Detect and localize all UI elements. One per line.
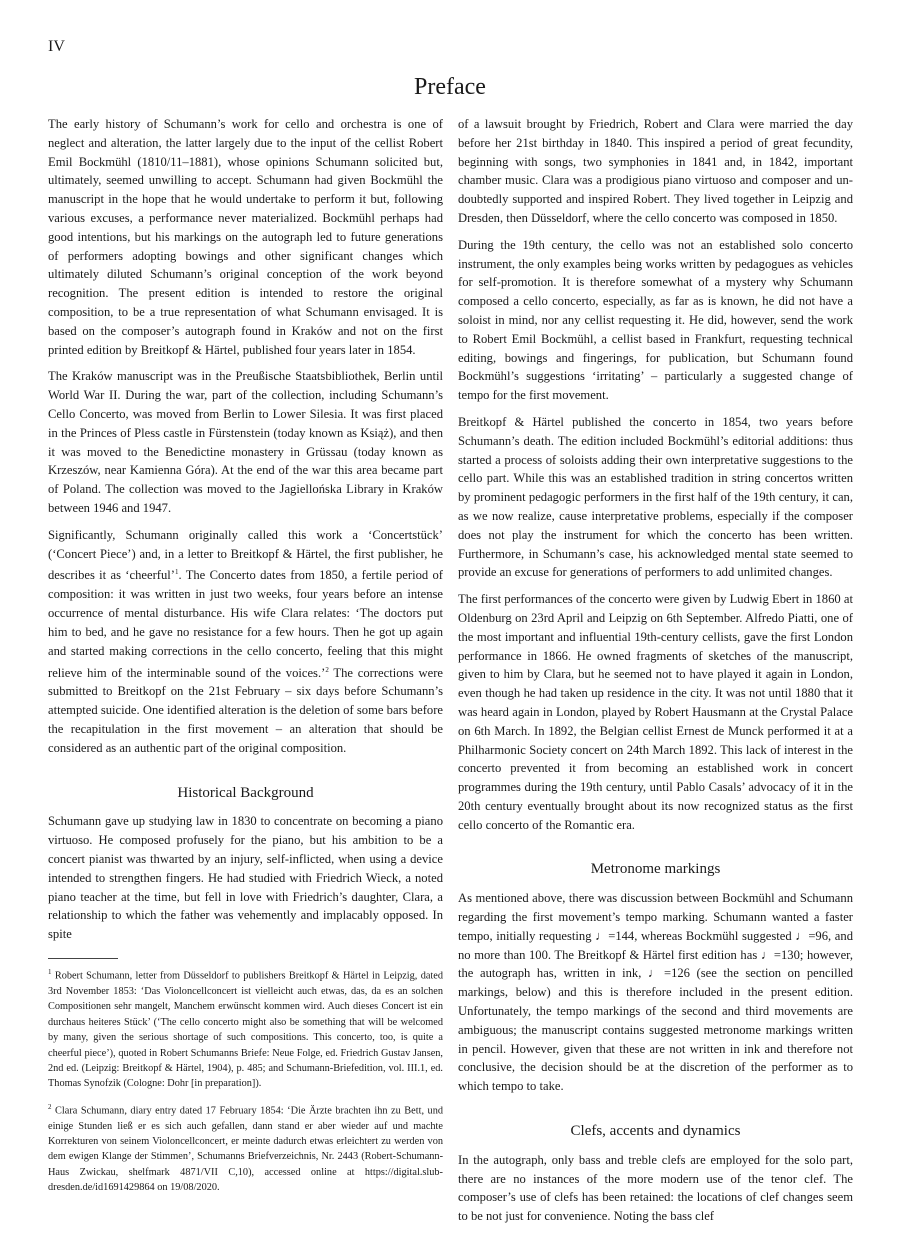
section-heading: Historical Background bbox=[177, 784, 314, 801]
footnote bbox=[48, 965, 443, 1092]
paragraph: Schumann gave up studying law in 1830 to concentrate on becoming a piano virtuoso. He composed profusely for the piano, but his ambition to be a concert pianist was thwarted by an injury, self-inflicted, when using a device intended to strengthen fingers. He had studied with Friedrich Wieck, a noted piano teacher at the time, but fell in love with Friedrich’s daughter, Clara, a relationship to which the father was vehemently and implacably opposed. In spite bbox=[48, 814, 443, 942]
right-column bbox=[458, 115, 853, 1234]
footnote bbox=[48, 1100, 443, 1196]
footnote-ref: 2 bbox=[325, 665, 329, 674]
section-heading: Metronome markings bbox=[590, 861, 721, 878]
paragraph: The early history of Schumann’s work for cello and orchestra is one of neglect and alteration, the latter largely due to the input of the cellist Robert Emil Bockmühl (1810/11–1881), whose opinions Schumann solicited but, ultimately, seemed unwilling to accept. Schumann had given Bockmühl the manuscript in the hope that he would undertake to perform it but, following various excuses, a performance never materialized. Bockmühl perhaps had good intentions, but his markings on the autograph led to future generations of performers adopting bowings and other significant changes which ultimately diluted Schumann’s original conception of the work beyond recognition. The present edition is intended to restore the original composition, to be a true representation of what Schumann envisaged. It is based on the composer’s autograph found in Kraków and not on the first printed edition by Breitkopf & Härtel, published four years later in 1854. bbox=[48, 117, 443, 357]
footnote-mark: 1 bbox=[48, 968, 52, 977]
footnote-mark: 2 bbox=[48, 1102, 52, 1111]
paragraph: The first performances of the concerto were given by Ludwig Ebert in 1860 at Oldenburg on 23rd April and Leipzig on 6th September. Alfredo Piatti, one of the most important and influential 19th-century cellists, gave the first London performance in 1866. He owned fragments of sketches of the manuscript, given to him by Clara, but he seemed not to have played it again in London, even though he had taken up residence in the city. It was not until 1880 that it was heard again in London, played by Robert Hausmann at the Crystal Palace on 6th March. In 1892, the Belgian cellist Ernest de Munck performed it at a Philharmonic Society concert on 24th March 1892. This lack of interest in the concerto prevented it from becoming an established work in concert programmes during the 19th century, until Pablo Casals’ advocacy of it in the 20th century eventually brought about its now recognized status as the first cello concerto of the Romantic era. bbox=[458, 592, 853, 832]
section-heading: Clefs, accents and dynamics bbox=[570, 1123, 741, 1140]
paragraph-text: The corrections were submitted to Breitkopf on the 21st February – six days before Schumann’s attempted suicide. One identified alteration is the deletion of some bars before the recapitulation in the first movement – an alteration that should be considered as an authentic part of the original composition. bbox=[48, 665, 443, 755]
paragraph: The Kraków manuscript was in the Preußische Staatsbibliothek, Berlin until World War II. During the war, part of the collection, including Schumann’s Cello Concerto, was moved from Berlin to Lower Silesia. It was first placed in the Princes of Pless castle in Fürstenstein (today known as Książ), and then it was moved to the Benedictine monastery in Grüssau (today known as Krzeszów, near Kamienna Góra). At the end of the war this area became part of Poland. The collection was moved to the Jagiellońska Library in Kraków between 1946 and 1947. bbox=[48, 369, 443, 515]
paragraph-text: Significantly, Schumann originally called this work a ‘Concertstück’ (‘Concert Piece’) and, in a letter to Breitkopf & Härtel, the first publisher, he describes it as ‘cheerful’ bbox=[48, 527, 443, 583]
footnote-divider bbox=[48, 958, 118, 959]
paragraph: of a lawsuit brought by Friedrich, Robert and Clara were married the day before her 21st birthday in 1840. This inspired a period of great fecundity, beginning with songs, two symphonies in 1841 and, in 1842, important chamber music. Clara was a prodigious piano virtuoso and composer and un-doubtedly supported and inspired Robert. They lived together in Leipzig and Dresden, then Düsseldorf, where the cello concerto was composed in 1850. bbox=[458, 117, 853, 225]
footnote-ref: 1 bbox=[174, 568, 179, 577]
paragraph: During the 19th century, the cello was not an established solo concerto instrument, the only examples being works written by pedagogues as vehicles for self-promotion. It is therefore somewhat of a mystery why Schumann composed a cello concerto, especially, as far as is known, he did not have a soloist in mind, nor any cellist requesting it. He did, however, send the work to Robert Emil Bockmühl, a cellist based in Frankfurt, requesting technical editing, bowings and fingerings, for publication, but Schumann found Bockmühl’s suggestions ‘irritating’ – particularly a suggested change of tempo for the first movement. bbox=[458, 237, 853, 403]
footnote-text: Clara Schumann, diary entry dated 17 February 1854: ‘Die Ärzte brachten ihn zu Bett, und einige Stunden ließ er es sich auch gefallen, dann stand er aber wieder auf und machte Korrekturen von seinem Violoncellconcert, er meinte dadurch etwas erleichtert zu werden von dem ewigen Klange der Stimmen’, Schumanns Briefverzeichnis, Nr. 2443 (Robert-Schumann-Haus Zwickau, shelfmark 4871/VII C,10), accessed online at https://digital.slub-dresden.de/id1691429864 on 19/08/2020. bbox=[48, 1105, 443, 1194]
footnote-text: Robert Schumann, letter from Düsseldorf to publishers Breitkopf & Härtel in Leipzig, dated 3rd November 1853: ‘Das Violoncellconcert ist vielleicht auch etwas, das, da es an solchen Compositionen sehr mangelt, Manchem erwünscht kommen wird. Auch dieses Concert ist ein durchaus heiteres Stück’ (‘The cello concerto might also be something that will be welcomed by many, given the serious shortage of such compositions. This concerto, too, is quite a cheerful piece’), quoted in Robert Schumanns Briefe: Neue Folge, ed. Friedrich Gustav Jansen, 2nd ed. (Leipzig: Breitkopf & Härtel, 1904), p. 485; and Schumann-Briefedition, vol. III.1, ed. Thomas Synofzik (Cologne: Dohr [in preparation]). bbox=[48, 970, 443, 1090]
paragraph: As mentioned above, there was discussion between Bockmühl and Schumann regarding the first movement’s tempo marking. Schumann wanted a faster tempo, initially requesting ♩=144, whereas Bockmühl suggested ♩=96, and no more than 100. The Breitkopf & Härtel first edition has ♩=130; however, the autograph has, written in ink, ♩=126 (see the section on pencilled markings, below) and this is therefore included in the present edition. Unfortunately, the tempo markings of the second and third movements are ambiguous; the manuscript contains suggested metronome markings written in pencil. However, given that these are not written in ink and therefore not conclusive, the decision should be at the discretion of the performer as to which tempo to take. bbox=[458, 891, 853, 1094]
paragraph-text: . The Concerto dates from 1850, a fertile period of composition: it was written in just two weeks, four years before an intense occurrence of mental disturbance. His wife Clara relates: ‘The doctors put him to bed, and he gave no resistance for a few hours. Then he got up again and started making corrections in the cello concerto, feeling that this might relieve him of the interminable sound of the voices.’ bbox=[48, 568, 443, 680]
page-number: IV bbox=[48, 38, 65, 55]
paragraph: Breitkopf & Härtel published the concerto in 1854, two years before Schumann’s death. The edition included Bockmühl’s editorial additions: thus started a process of soloists adding their own interpretative suggestions to the cello part. While this was an established tradition in string concertos written by prominent pedagogic performers in the first half of the 19th century, it can, as we now realize, cause interpretative problems, especially if the composer does not play the instrument for which the concerto has been written. Furthermore, in Schumann’s case, his acknowledged mental state seemed to provide an excuse for generations of performers to add unlimited changes. bbox=[458, 414, 853, 580]
paragraph: In the autograph, only bass and treble clefs are employed for the solo part, there are no instances of the more modern use of the tenor clef. The composer’s use of clefs has been retained: the locations of clef changes seem to be not just for convenience. Noting the bass clef bbox=[458, 1152, 853, 1224]
page-title: Preface bbox=[414, 74, 486, 100]
left-column bbox=[48, 115, 443, 1204]
paragraph bbox=[48, 526, 443, 758]
